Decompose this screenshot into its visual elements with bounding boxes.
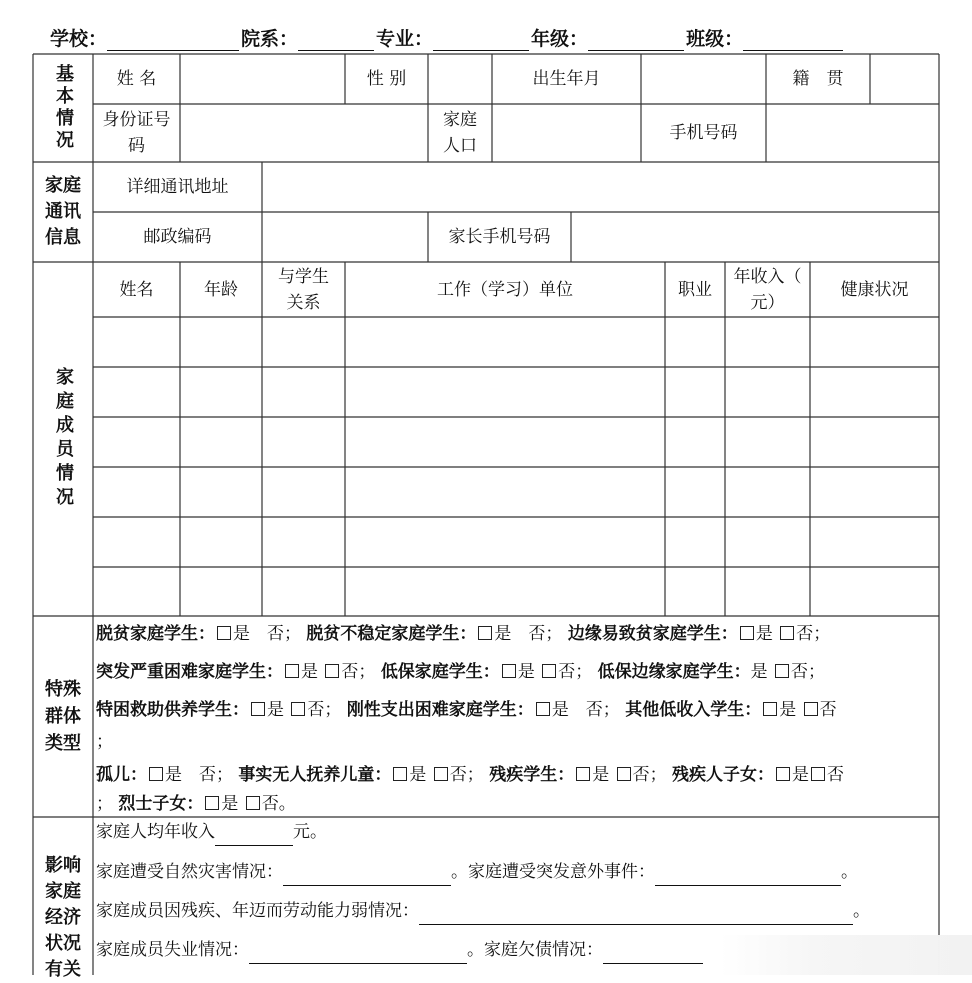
checkbox-martyr-yes[interactable]	[205, 796, 219, 810]
opt-text: 是	[750, 662, 768, 682]
major-label: 专业：	[376, 28, 434, 50]
opt-text: 是	[592, 765, 610, 785]
school-label: 学校：	[50, 28, 108, 50]
grade-label: 年级：	[531, 28, 589, 50]
label-household-line2: 人口	[443, 136, 477, 156]
checkbox-unstable-yes[interactable]	[478, 626, 492, 640]
checkbox-dibao-yes[interactable]	[502, 664, 516, 678]
col-relation	[262, 262, 345, 317]
opt-text: 否；	[307, 700, 342, 720]
opt-disabled-parent: 残疾人子女：	[672, 765, 775, 785]
section-economic	[33, 817, 93, 980]
opt-martyr-child: 烈士子女：	[118, 794, 204, 814]
opt-orphan: 孤儿：	[96, 765, 147, 785]
opt-other-low-income: 其他低收入学生：	[625, 700, 762, 720]
opt-marginal: 边缘易致贫家庭学生：	[567, 624, 738, 644]
checkbox-tekun-no[interactable]	[291, 702, 305, 716]
checkbox-unsupported-yes[interactable]	[393, 767, 407, 781]
econ-line-disaster	[96, 858, 858, 886]
special-line-5	[96, 790, 296, 818]
opt-text: 是 否；	[165, 765, 233, 785]
checkbox-marginal-no[interactable]	[780, 626, 794, 640]
econ-income-unit: 元。	[293, 822, 327, 842]
section-economic-label: 影响家庭经济状况有关	[45, 855, 81, 980]
econ-disability-label: 家庭成员因残疾、年迈而劳动能力弱情况：	[96, 901, 419, 921]
field-id-number[interactable]	[180, 104, 428, 162]
class-label: 班级：	[686, 28, 744, 50]
col-income-line1: 年收入（	[733, 266, 802, 287]
checkbox-tekun-yes[interactable]	[251, 702, 265, 716]
opt-dibao-marginal: 低保边缘家庭学生：	[597, 662, 751, 682]
econ-debt-field[interactable]	[603, 945, 703, 964]
label-gender: 性 别	[366, 69, 407, 89]
opt-text: 是	[792, 765, 810, 785]
opt-text: 是	[409, 765, 427, 785]
econ-accident-field[interactable]	[655, 867, 841, 886]
opt-disabled-student: 残疾学生：	[489, 765, 575, 785]
opt-dibao: 低保家庭学生：	[380, 662, 500, 682]
special-line-1	[96, 620, 830, 648]
field-native-place[interactable]	[870, 54, 939, 104]
bottom-right-fade	[720, 935, 972, 975]
dept-label: 院系：	[241, 28, 299, 50]
special-line-3-tail: ；	[96, 732, 113, 752]
label-household	[428, 104, 492, 162]
special-line-4	[96, 761, 844, 789]
econ-disability-field[interactable]	[419, 906, 853, 925]
col-health: 健康状况	[840, 279, 909, 300]
checkbox-unsupported-no[interactable]	[434, 767, 448, 781]
label-id-number-line1: 身份证号	[102, 110, 171, 130]
econ-unemployment-label: 家庭成员失业情况：	[96, 940, 249, 960]
field-address[interactable]	[262, 162, 939, 212]
col-age: 年龄	[204, 279, 238, 300]
opt-sudden: 突发严重困难家庭学生：	[96, 662, 283, 682]
label-native-place: 籍 贯	[792, 69, 844, 89]
checkbox-poverty-relief-yes[interactable]	[217, 626, 231, 640]
econ-line-income	[96, 818, 327, 846]
econ-accident-label: 。家庭遭受突发意外事件：	[451, 862, 655, 882]
label-id-number	[93, 104, 180, 162]
opt-text: 否；	[632, 765, 667, 785]
opt-rigid-expense: 刚性支出困难家庭学生：	[346, 700, 534, 720]
checkbox-rigid-expense-yes[interactable]	[536, 702, 550, 716]
col-name: 姓名	[119, 279, 154, 300]
econ-line-unemployment	[96, 936, 703, 964]
checkbox-other-low-income-no[interactable]	[804, 702, 818, 716]
label-household-line1: 家庭	[443, 110, 477, 130]
opt-text: 否；	[449, 765, 484, 785]
opt-text: 是	[301, 662, 318, 682]
opt-unstable: 脱贫不稳定家庭学生：	[306, 624, 477, 644]
econ-line-disability	[96, 897, 870, 925]
opt-text: 是	[779, 700, 797, 720]
checkbox-marginal-yes[interactable]	[740, 626, 754, 640]
label-id-number-line2: 码	[128, 136, 145, 156]
section-basic	[33, 54, 93, 162]
label-name: 姓 名	[116, 69, 157, 89]
opt-text: 否。	[261, 794, 296, 814]
checkbox-disabled-yes[interactable]	[576, 767, 590, 781]
field-birth[interactable]	[641, 54, 766, 104]
col-income-line2: 元）	[750, 292, 785, 313]
opt-text: 是	[221, 794, 239, 814]
econ-income-label: 家庭人均年收入	[96, 822, 215, 842]
label-parent-phone: 家长手机号码	[448, 227, 551, 247]
opt-text: 否；	[341, 662, 376, 682]
checkbox-sudden-no[interactable]	[325, 664, 339, 678]
opt-text: 否；	[558, 662, 593, 682]
section-special-label: 特殊群体类型	[45, 679, 81, 754]
section-members-label: 家庭成员情况	[53, 367, 74, 511]
checkbox-disabled-parent-no[interactable]	[811, 767, 825, 781]
opt-tekun: 特困救助供养学生：	[96, 700, 249, 720]
field-name[interactable]	[180, 54, 345, 104]
econ-disaster-label: 家庭遭受自然灾害情况：	[96, 862, 283, 882]
opt-text: ；	[96, 794, 113, 814]
col-relation-line1: 与学生	[278, 266, 329, 287]
section-members	[33, 262, 93, 616]
econ-end-mark-2: 。	[853, 901, 870, 921]
opt-poverty-relief: 脱贫家庭学生：	[96, 624, 215, 644]
section-special	[33, 616, 93, 817]
section-contact	[33, 162, 93, 262]
label-address: 详细通讯地址	[126, 177, 229, 197]
label-birth: 出生年月	[532, 69, 601, 89]
checkbox-dibao-no[interactable]	[542, 664, 556, 678]
econ-end-mark-1: 。	[841, 862, 858, 882]
checkbox-disabled-parent-yes[interactable]	[776, 767, 790, 781]
special-line-3	[96, 696, 837, 724]
checkbox-orphan-yes[interactable]	[149, 767, 163, 781]
field-phone[interactable]	[766, 104, 939, 162]
checkbox-other-low-income-yes[interactable]	[763, 702, 777, 716]
opt-text: 是 否；	[233, 624, 301, 644]
field-household[interactable]	[492, 104, 641, 162]
opt-text: 是	[755, 624, 773, 644]
opt-text: 否；	[791, 662, 826, 682]
col-occupation: 职业	[678, 279, 712, 300]
opt-text: 是	[517, 662, 535, 682]
opt-text: 是 否；	[494, 624, 563, 644]
checkbox-dibao-marginal-no[interactable]	[775, 664, 789, 678]
opt-text: 否；	[796, 624, 831, 644]
opt-text: 否	[827, 765, 845, 785]
checkbox-disabled-no[interactable]	[617, 767, 631, 781]
col-relation-line2: 关系	[286, 292, 321, 313]
checkbox-martyr-no[interactable]	[246, 796, 260, 810]
econ-debt-label: 。家庭欠债情况：	[467, 940, 603, 960]
field-postcode[interactable]	[262, 212, 428, 262]
label-postcode: 邮政编码	[143, 227, 212, 247]
checkbox-sudden-yes[interactable]	[285, 664, 299, 678]
econ-unemployment-field[interactable]	[249, 945, 467, 964]
label-phone: 手机号码	[669, 123, 738, 143]
field-gender[interactable]	[428, 54, 492, 104]
section-contact-label: 家庭通讯信息	[45, 175, 81, 248]
section-basic-label: 基本情况	[53, 64, 74, 152]
col-income	[725, 262, 810, 317]
opt-text: 是 否；	[551, 700, 620, 720]
field-parent-phone[interactable]	[571, 212, 939, 262]
opt-text: 是	[267, 700, 284, 720]
opt-unsupported-child: 事实无人抚养儿童：	[238, 765, 392, 785]
econ-income-field[interactable]	[215, 827, 293, 846]
col-work-unit: 工作（学习）单位	[437, 279, 573, 300]
special-line-2	[96, 658, 825, 686]
opt-text: 否	[819, 700, 837, 720]
econ-disaster-field[interactable]	[283, 867, 451, 886]
